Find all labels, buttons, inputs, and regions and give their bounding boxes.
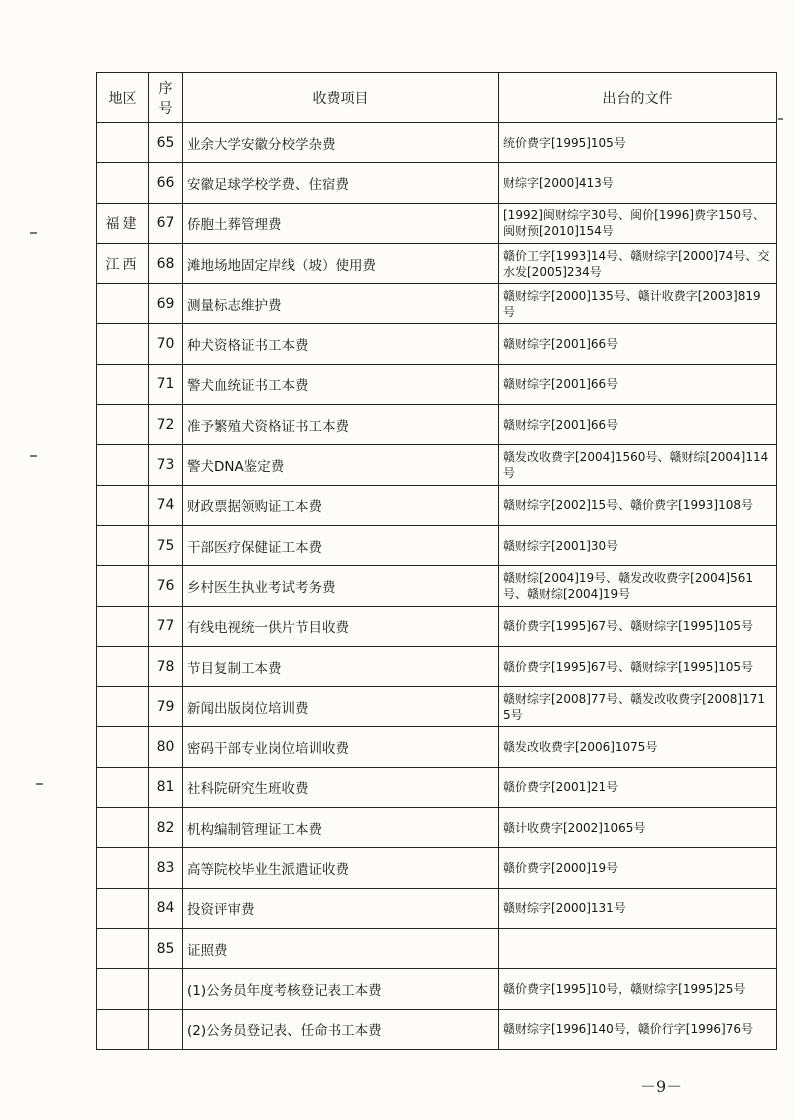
seq-cell: 77 bbox=[149, 606, 183, 646]
seq-cell: 65 bbox=[149, 123, 183, 163]
doc-cell: [1992]闽财综字30号、闽价[1996]费字150号、闽财预[2010]154号 bbox=[499, 203, 777, 243]
seq-cell: 76 bbox=[149, 566, 183, 606]
region-cell bbox=[97, 606, 149, 646]
item-cell: 有线电视统一供片节目收费 bbox=[183, 606, 499, 646]
region-cell bbox=[97, 969, 149, 1009]
table-header-row bbox=[97, 73, 777, 123]
doc-cell: 赣财综字[2001]66号 bbox=[499, 364, 777, 404]
seq-cell: 83 bbox=[149, 848, 183, 888]
item-cell: 安徽足球学校学费、住宿费 bbox=[183, 163, 499, 203]
doc-cell: 赣财综字[2001]66号 bbox=[499, 324, 777, 364]
region-cell bbox=[97, 928, 149, 968]
region-cell bbox=[97, 525, 149, 565]
table-row bbox=[97, 405, 777, 445]
item-cell: 准予繁殖犬资格证书工本费 bbox=[183, 405, 499, 445]
seq-cell: 79 bbox=[149, 687, 183, 727]
scan-mark bbox=[30, 232, 37, 234]
item-cell: 乡村医生执业考试考务费 bbox=[183, 566, 499, 606]
region-cell: 江西 bbox=[97, 243, 149, 283]
region-cell bbox=[97, 687, 149, 727]
scan-mark bbox=[30, 455, 37, 457]
doc-cell: 赣财综[2004]19号、赣发改收费字[2004]561号、赣财综[2004]19号 bbox=[499, 566, 777, 606]
item-cell: (1)公务员年度考核登记表工本费 bbox=[183, 969, 499, 1009]
doc-cell: 赣财综字[2001]30号 bbox=[499, 525, 777, 565]
seq-cell: 74 bbox=[149, 485, 183, 525]
seq-cell: 70 bbox=[149, 324, 183, 364]
seq-cell bbox=[149, 969, 183, 1009]
table-row bbox=[97, 485, 777, 525]
doc-cell: 统价费字[1995]105号 bbox=[499, 123, 777, 163]
doc-cell: 赣价费字[2001]21号 bbox=[499, 767, 777, 807]
doc-cell: 赣发改收费字[2004]1560号、赣财综[2004]114号 bbox=[499, 445, 777, 485]
table-row bbox=[97, 203, 777, 243]
item-cell: 种犬资格证书工本费 bbox=[183, 324, 499, 364]
item-cell: 社科院研究生班收费 bbox=[183, 767, 499, 807]
item-cell: 节目复制工本费 bbox=[183, 646, 499, 686]
region-cell bbox=[97, 888, 149, 928]
table-row bbox=[97, 163, 777, 203]
scan-mark bbox=[36, 783, 43, 785]
doc-cell: 赣财综字[1996]140号，赣价行字[1996]76号 bbox=[499, 1009, 777, 1049]
region-cell bbox=[97, 123, 149, 163]
item-cell: 侨胞土葬管理费 bbox=[183, 203, 499, 243]
doc-cell bbox=[499, 928, 777, 968]
item-cell: 投资评审费 bbox=[183, 888, 499, 928]
region-cell bbox=[97, 727, 149, 767]
item-cell: (2)公务员登记表、任命书工本费 bbox=[183, 1009, 499, 1049]
doc-cell: 赣计收费字[2002]1065号 bbox=[499, 808, 777, 848]
seq-cell: 69 bbox=[149, 284, 183, 324]
table-row bbox=[97, 525, 777, 565]
region-cell bbox=[97, 364, 149, 404]
scan-mark bbox=[778, 118, 783, 120]
doc-cell: 赣发改收费字[2006]1075号 bbox=[499, 727, 777, 767]
header-seq: 序号 bbox=[149, 73, 183, 123]
doc-cell: 赣价工字[1993]14号、赣财综字[2000]74号、交水发[2005]234号 bbox=[499, 243, 777, 283]
region-cell bbox=[97, 566, 149, 606]
doc-cell: 赣财综字[2000]131号 bbox=[499, 888, 777, 928]
seq-cell: 82 bbox=[149, 808, 183, 848]
region-cell bbox=[97, 163, 149, 203]
doc-cell: 赣财综字[2001]66号 bbox=[499, 405, 777, 445]
seq-cell: 68 bbox=[149, 243, 183, 283]
doc-cell: 赣价费字[1995]10号，赣财综字[1995]25号 bbox=[499, 969, 777, 1009]
doc-cell: 财综字[2000]413号 bbox=[499, 163, 777, 203]
table-row bbox=[97, 687, 777, 727]
region-cell bbox=[97, 1009, 149, 1049]
seq-cell: 84 bbox=[149, 888, 183, 928]
table-row bbox=[97, 324, 777, 364]
table-row bbox=[97, 243, 777, 283]
seq-cell: 67 bbox=[149, 203, 183, 243]
table-row bbox=[97, 808, 777, 848]
item-cell: 机构编制管理证工本费 bbox=[183, 808, 499, 848]
header-item: 收费项目 bbox=[183, 73, 499, 123]
table-row bbox=[97, 646, 777, 686]
item-cell: 滩地场地固定岸线（坡）使用费 bbox=[183, 243, 499, 283]
doc-cell: 赣价费字[2000]19号 bbox=[499, 848, 777, 888]
seq-cell: 75 bbox=[149, 525, 183, 565]
table-row bbox=[97, 1009, 777, 1049]
table-row bbox=[97, 364, 777, 404]
table-row bbox=[97, 767, 777, 807]
item-cell: 业余大学安徽分校学杂费 bbox=[183, 123, 499, 163]
table-row bbox=[97, 606, 777, 646]
table-row bbox=[97, 888, 777, 928]
item-cell: 密码干部专业岗位培训收费 bbox=[183, 727, 499, 767]
table-row bbox=[97, 284, 777, 324]
region-cell bbox=[97, 646, 149, 686]
table-row bbox=[97, 848, 777, 888]
table-row bbox=[97, 566, 777, 606]
item-cell: 警犬血统证书工本费 bbox=[183, 364, 499, 404]
region-cell bbox=[97, 405, 149, 445]
seq-cell: 72 bbox=[149, 405, 183, 445]
region-cell bbox=[97, 767, 149, 807]
region-cell: 福建 bbox=[97, 203, 149, 243]
table-row bbox=[97, 969, 777, 1009]
seq-cell: 81 bbox=[149, 767, 183, 807]
page-number: －9－ bbox=[640, 1077, 683, 1096]
fee-table bbox=[96, 72, 777, 1050]
doc-cell: 赣价费字[1995]67号、赣财综字[1995]105号 bbox=[499, 606, 777, 646]
item-cell: 证照费 bbox=[183, 928, 499, 968]
seq-cell: 78 bbox=[149, 646, 183, 686]
table-row bbox=[97, 928, 777, 968]
item-cell: 测量标志维护费 bbox=[183, 284, 499, 324]
doc-cell: 赣价费字[1995]67号、赣财综字[1995]105号 bbox=[499, 646, 777, 686]
seq-cell: 71 bbox=[149, 364, 183, 404]
doc-cell: 赣财综字[2002]15号、赣价费字[1993]108号 bbox=[499, 485, 777, 525]
item-cell: 新闻出版岗位培训费 bbox=[183, 687, 499, 727]
region-cell bbox=[97, 324, 149, 364]
item-cell: 干部医疗保健证工本费 bbox=[183, 525, 499, 565]
seq-cell: 85 bbox=[149, 928, 183, 968]
table-row bbox=[97, 445, 777, 485]
region-cell bbox=[97, 485, 149, 525]
doc-cell: 赣财综字[2000]135号、赣计收费字[2003]819号 bbox=[499, 284, 777, 324]
item-cell: 高等院校毕业生派遣证收费 bbox=[183, 848, 499, 888]
seq-cell: 73 bbox=[149, 445, 183, 485]
header-region: 地区 bbox=[97, 73, 149, 123]
table-row bbox=[97, 123, 777, 163]
region-cell bbox=[97, 284, 149, 324]
region-cell bbox=[97, 848, 149, 888]
region-cell bbox=[97, 445, 149, 485]
item-cell: 财政票据领购证工本费 bbox=[183, 485, 499, 525]
seq-cell: 80 bbox=[149, 727, 183, 767]
header-doc: 出台的文件 bbox=[499, 73, 777, 123]
doc-cell: 赣财综字[2008]77号、赣发改收费字[2008]1715号 bbox=[499, 687, 777, 727]
table-row bbox=[97, 727, 777, 767]
seq-cell bbox=[149, 1009, 183, 1049]
seq-cell: 66 bbox=[149, 163, 183, 203]
item-cell: 警犬DNA鉴定费 bbox=[183, 445, 499, 485]
table-body bbox=[97, 123, 777, 1050]
region-cell bbox=[97, 808, 149, 848]
